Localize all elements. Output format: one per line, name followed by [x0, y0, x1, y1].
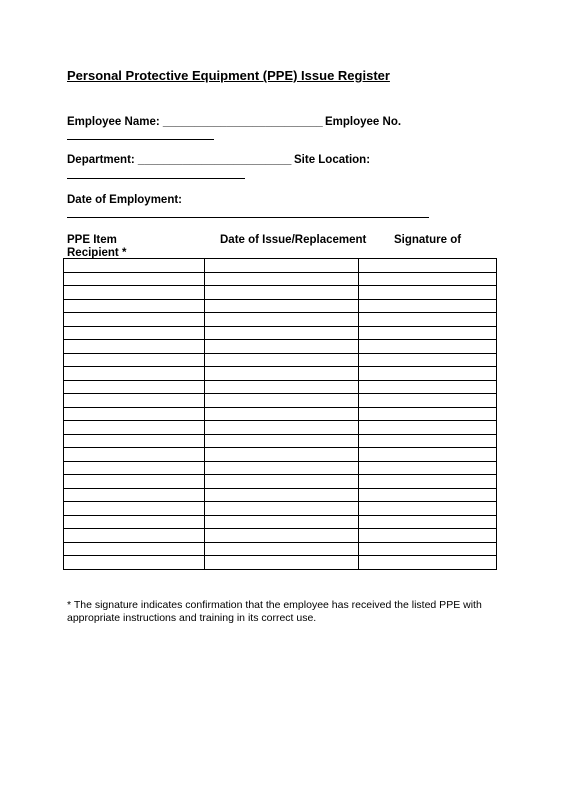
department-label: Department: ________________________ — [67, 154, 292, 166]
date-of-issue-cell[interactable] — [205, 326, 359, 340]
table-row — [64, 407, 497, 421]
signature-cell[interactable] — [359, 326, 497, 340]
date-of-issue-cell[interactable] — [205, 272, 359, 286]
ppe-item-cell[interactable] — [64, 488, 205, 502]
ppe-item-cell[interactable] — [64, 475, 205, 489]
table-row — [64, 475, 497, 489]
ppe-item-cell[interactable] — [64, 272, 205, 286]
employee-no-label: Employee No. — [325, 116, 402, 128]
ppe-item-cell[interactable] — [64, 326, 205, 340]
signature-cell[interactable] — [359, 434, 497, 448]
table-row — [64, 326, 497, 340]
signature-cell[interactable] — [359, 475, 497, 489]
date-of-issue-cell[interactable] — [205, 259, 359, 273]
date-of-issue-cell[interactable] — [205, 299, 359, 313]
table-row — [64, 556, 497, 570]
signature-of-header: Signature of — [394, 234, 462, 246]
signature-cell[interactable] — [359, 515, 497, 529]
signature-cell[interactable] — [359, 394, 497, 408]
ppe-item-cell[interactable] — [64, 259, 205, 273]
table-row — [64, 542, 497, 556]
date-of-issue-cell[interactable] — [205, 434, 359, 448]
date-of-issue-cell[interactable] — [205, 515, 359, 529]
table-row — [64, 340, 497, 354]
table-row — [64, 529, 497, 543]
document-title: Personal Protective Equipment (PPE) Issue Register — [67, 68, 390, 83]
date-of-issue-cell[interactable] — [205, 488, 359, 502]
signature-footnote: * The signature indicates confirmation that the employee has received the listed PPE with appropriate instructions and training in its correct use. — [67, 599, 482, 624]
table-row — [64, 259, 497, 273]
date-of-issue-cell[interactable] — [205, 421, 359, 435]
table-row — [64, 448, 497, 462]
ppe-item-cell[interactable] — [64, 353, 205, 367]
signature-cell[interactable] — [359, 367, 497, 381]
date-of-issue-cell[interactable] — [205, 556, 359, 570]
date-of-issue-cell[interactable] — [205, 367, 359, 381]
register-table-body — [64, 259, 497, 570]
ppe-item-cell[interactable] — [64, 313, 205, 327]
recipient-header: Recipient * — [67, 247, 127, 259]
signature-cell[interactable] — [359, 461, 497, 475]
signature-cell[interactable] — [359, 313, 497, 327]
employee-name-label: Employee Name: _________________________ — [67, 116, 323, 128]
date-of-issue-cell[interactable] — [205, 502, 359, 516]
ppe-item-cell[interactable] — [64, 529, 205, 543]
table-row — [64, 353, 497, 367]
date-of-issue-header: Date of Issue/Replacement — [220, 234, 367, 246]
ppe-item-cell[interactable] — [64, 394, 205, 408]
table-row — [64, 394, 497, 408]
ppe-item-cell[interactable] — [64, 556, 205, 570]
date-of-issue-cell[interactable] — [205, 475, 359, 489]
table-row — [64, 313, 497, 327]
signature-cell[interactable] — [359, 542, 497, 556]
signature-cell[interactable] — [359, 380, 497, 394]
ppe-item-cell[interactable] — [64, 542, 205, 556]
date-of-issue-cell[interactable] — [205, 529, 359, 543]
signature-cell[interactable] — [359, 299, 497, 313]
date-of-issue-cell[interactable] — [205, 380, 359, 394]
ppe-item-cell[interactable] — [64, 448, 205, 462]
table-row — [64, 434, 497, 448]
date-of-employment-field[interactable] — [67, 217, 429, 218]
ppe-item-cell[interactable] — [64, 434, 205, 448]
date-of-issue-cell[interactable] — [205, 542, 359, 556]
signature-cell[interactable] — [359, 353, 497, 367]
signature-cell[interactable] — [359, 448, 497, 462]
signature-cell[interactable] — [359, 286, 497, 300]
ppe-item-header: PPE Item — [67, 234, 117, 246]
ppe-item-cell[interactable] — [64, 421, 205, 435]
ppe-item-cell[interactable] — [64, 286, 205, 300]
ppe-item-cell[interactable] — [64, 340, 205, 354]
ppe-item-cell[interactable] — [64, 367, 205, 381]
date-of-issue-cell[interactable] — [205, 353, 359, 367]
date-of-employment-label: Date of Employment: — [67, 194, 183, 206]
signature-cell[interactable] — [359, 556, 497, 570]
signature-cell[interactable] — [359, 421, 497, 435]
date-of-issue-cell[interactable] — [205, 340, 359, 354]
signature-cell[interactable] — [359, 502, 497, 516]
table-row — [64, 380, 497, 394]
date-of-issue-cell[interactable] — [205, 313, 359, 327]
date-of-issue-cell[interactable] — [205, 286, 359, 300]
ppe-item-cell[interactable] — [64, 461, 205, 475]
signature-cell[interactable] — [359, 272, 497, 286]
table-row — [64, 272, 497, 286]
signature-cell[interactable] — [359, 407, 497, 421]
table-row — [64, 286, 497, 300]
signature-cell[interactable] — [359, 340, 497, 354]
register-table — [63, 258, 497, 570]
ppe-item-cell[interactable] — [64, 502, 205, 516]
ppe-item-cell[interactable] — [64, 380, 205, 394]
site-location-label: Site Location: — [294, 154, 371, 166]
employee-no-field[interactable] — [67, 139, 214, 140]
table-row — [64, 299, 497, 313]
ppe-item-cell[interactable] — [64, 515, 205, 529]
table-row — [64, 367, 497, 381]
table-row — [64, 515, 497, 529]
signature-cell[interactable] — [359, 259, 497, 273]
signature-cell[interactable] — [359, 529, 497, 543]
table-row — [64, 421, 497, 435]
ppe-item-cell[interactable] — [64, 299, 205, 313]
site-location-field[interactable] — [67, 178, 245, 179]
table-row — [64, 502, 497, 516]
table-row — [64, 461, 497, 475]
date-of-issue-cell[interactable] — [205, 461, 359, 475]
table-row — [64, 488, 497, 502]
date-of-issue-cell[interactable] — [205, 448, 359, 462]
signature-cell[interactable] — [359, 488, 497, 502]
date-of-issue-cell[interactable] — [205, 394, 359, 408]
date-of-issue-cell[interactable] — [205, 407, 359, 421]
ppe-item-cell[interactable] — [64, 407, 205, 421]
